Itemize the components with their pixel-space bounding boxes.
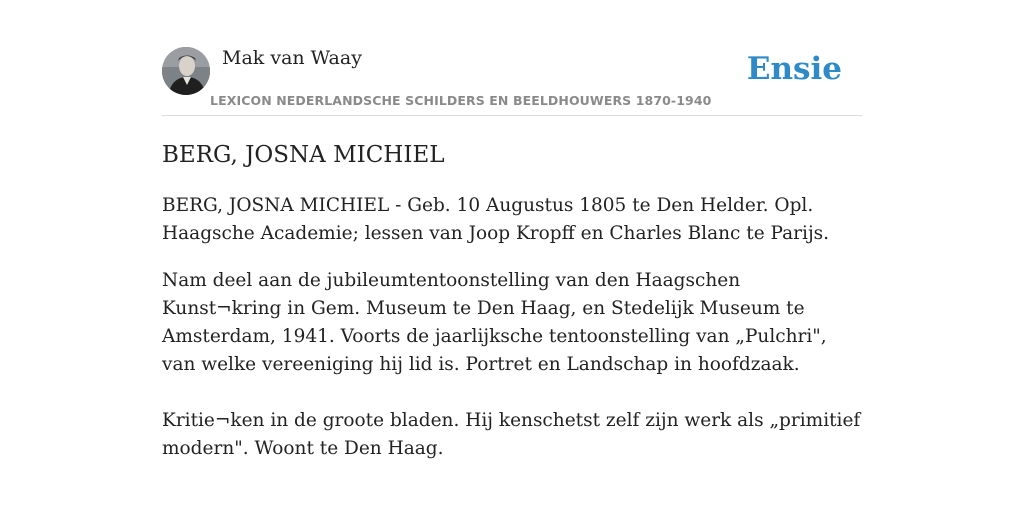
- author-name[interactable]: Mak van Waay: [222, 47, 362, 69]
- article-title: BERG, JOSNA MICHIEL: [162, 142, 445, 168]
- lexicon-title[interactable]: LEXICON NEDERLANDSCHE SCHILDERS EN BEELDHOUWERS 1870-1940: [210, 93, 712, 108]
- author-avatar[interactable]: [162, 47, 210, 95]
- author-portrait-icon: [162, 47, 210, 95]
- article-paragraph: BERG, JOSNA MICHIEL - Geb. 10 Augustus 1805 te Den Helder. Opl. Haagsche Academie; lessen van Joop Kropff en Charles Blanc te Parijs.: [162, 195, 830, 244]
- brand-logo[interactable]: Ensie: [746, 51, 842, 87]
- article-paragraph: Nam deel aan de jubileumtentoonstelling van den Haagschen Kunst¬kring in Gem. Museum te Den Haag, en Stedelijk Museum te Amsterdam, 1941. Voorts de jaarlijksche tentoonstelling van „Pulchri", van welke vereeniging hij lid is. Portret en Landschap in hoofdzaak.: [162, 270, 827, 375]
- page-content: [162, 0, 862, 459]
- article-paragraph: Kritie¬ken in de groote bladen. Hij kenschetst zelf zijn werk als „primitief modern". Woont te Den Haag.: [162, 410, 861, 459]
- header: [162, 0, 862, 116]
